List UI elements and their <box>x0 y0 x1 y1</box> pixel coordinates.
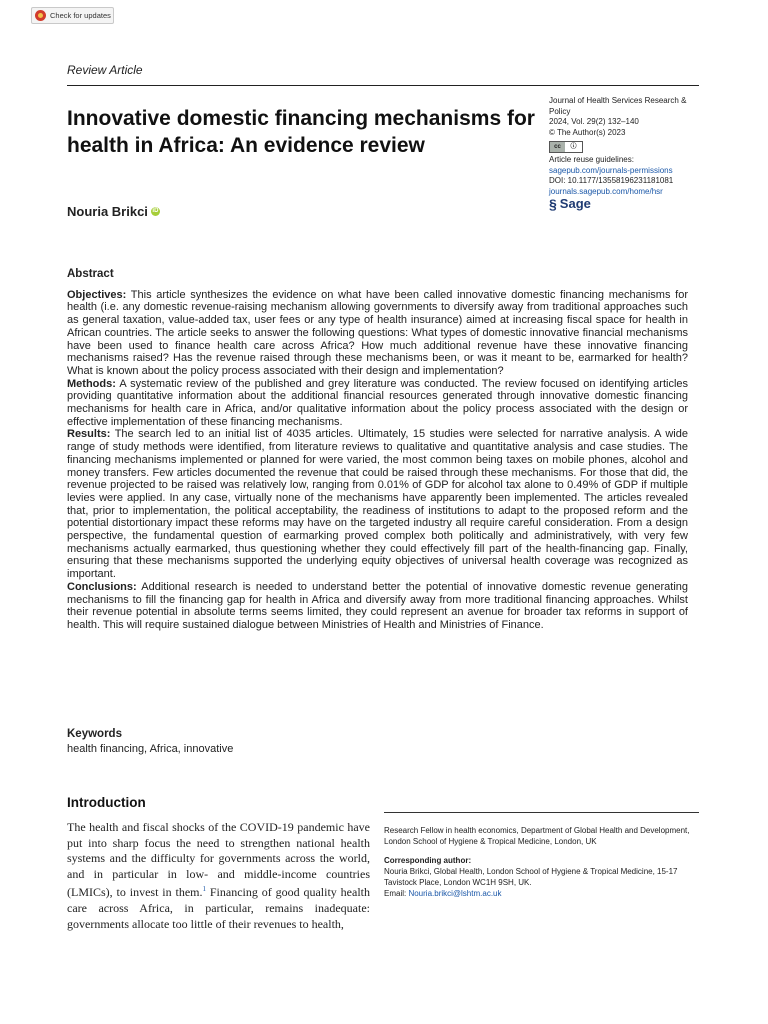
doi: DOI: 10.1177/13558196231181081 <box>549 176 674 185</box>
objectives-text: This article synthesizes the evidence on what have been called innovative domestic financing mechanisms for health (i.e. any domestic revenue-raising mechanism allowing governments to diversify away from traditional approaches such as general taxation, value-added tax, user fees or any type of health insurance) aimed at increasing fiscal space for health in African countries. The article seeks to answer the following questions: What types of domestic innovative financial mechanisms have been used to finance health care across Africa? How much additional revenue have these innovative financing mechanisms raised? Has the revenue raised through these mechanisms been, or was it meant to be, earmarked for health? What is known about the policy process associated with their design and implementation? <box>67 288 688 377</box>
crossmark-icon <box>35 10 46 21</box>
reuse-link[interactable]: sagepub.com/journals-permissions <box>549 165 673 175</box>
affiliation: Research Fellow in health economics, Department of Global Health and Development, London School of Hygiene & Tropical Medicine, London, UK <box>384 826 690 846</box>
email-line <box>384 888 694 899</box>
corresponding-address: Nouria Brikci, Global Health, London School of Hygiene & Tropical Medicine, 15-17 Tavistock Place, London WC1H 9SH, UK. <box>384 867 678 887</box>
check-for-updates-label: Check for updates <box>50 11 111 20</box>
keywords <box>67 727 233 756</box>
journal-issue: 2024, Vol. 29(2) 132–140 <box>549 117 639 126</box>
conclusions-label: Conclusions: <box>67 580 137 593</box>
reuse-label: Article reuse guidelines: <box>549 155 634 164</box>
email-link[interactable]: Nouria.brikci@lshtm.ac.uk <box>408 889 502 898</box>
abstract-methods <box>67 378 688 429</box>
results-text: The search led to an initial list of 4035 articles. Ultimately, 15 studies were selected for narrative analysis. A wide range of study methods were identified, from literature reviews to qualitative and quantitative analysis and case studies. The financing mechanisms implemented or planned for were varied, the most common being taxes on mobile phones, alcohol and money transfers. Few articles documented the revenue that could be raised through these mechanisms. For those that did, the revenue projected to be raised was relatively low, ranging from 0.01% of GDP for alcohol tax alone to 0.49% of GDP if multiple levies were applied. In any case, virtually none of the mechanisms have apparently been implemented. The articles revealed that, prior to implementation, the political acceptability, the readiness of institutions to adapt to the proposed reform and the potential distortionary impact these reforms may have on the targeted industry all require careful consideration. From a design perspective, the fundamental question of earmarking proved complex both politically and administratively, with very few mechanisms actually earmarked, thus questioning whether they could effectively fill part of the health-financing gap. Finally, ensuring that these mechanisms supported the underlying equity objectives of universal health coverage was recognized as important. <box>67 428 688 581</box>
cc-icon: cc <box>550 142 565 152</box>
journal-home-link[interactable]: journals.sagepub.com/home/hsr <box>549 186 663 196</box>
orcid-icon[interactable]: iD <box>152 208 159 214</box>
check-for-updates-badge[interactable] <box>31 7 114 24</box>
author-name: Nouria Brikci <box>67 204 148 219</box>
footnote-rule <box>384 812 699 813</box>
corresponding-label: Corresponding author: <box>384 856 472 865</box>
abstract-heading: Abstract <box>67 268 114 280</box>
cc-license-icon[interactable] <box>549 141 583 153</box>
by-icon: ⓘ <box>570 143 577 150</box>
sage-icon: § <box>549 196 557 212</box>
footnote <box>384 825 694 899</box>
journal-info <box>549 96 699 210</box>
article-type: Review Article <box>67 63 143 77</box>
copyright: © The Author(s) 2023 <box>549 127 626 137</box>
results-label: Results: <box>67 428 111 441</box>
abstract-results <box>67 428 688 580</box>
keywords-heading: Keywords <box>67 728 122 740</box>
intro-text-a: The health and fiscal shocks of the COVID-19 pandemic have put into sharp focus the need to strengthen national health systems and the difficulty for governments across the world, and in particular in low- and middle-income countries (LMICs), to invest in them. <box>67 820 370 900</box>
abstract <box>67 268 688 632</box>
author-line <box>67 204 160 219</box>
reference-link[interactable]: 1 <box>202 885 206 894</box>
sage-logo <box>549 196 699 212</box>
keywords-text: health financing, Africa, innovative <box>67 743 234 755</box>
article-title: Innovative domestic financing mechanisms for health in Africa: An evidence review <box>67 107 535 157</box>
objectives-label: Objectives: <box>67 288 127 301</box>
header-rule <box>67 85 699 86</box>
abstract-objectives <box>67 289 688 378</box>
journal-name: Journal of Health Services Research & Policy <box>549 96 687 116</box>
conclusions-text: Additional research is needed to understand better the potential of innovative domestic revenue generating mechanisms to fill the financing gap for health in Africa and diversify away from more traditional financing approaches. Whilst their revenue potential in absolute terms seems limited, they could represent an avenue for broader tax reforms in support of health. This will require sustained dialogue between Ministries of Health and Ministries of Finance. <box>67 580 688 631</box>
sage-wordmark: Sage <box>559 196 591 211</box>
introduction-text <box>67 820 370 932</box>
methods-label: Methods: <box>67 377 116 390</box>
intro-text-b: Financing of good quality health care across Africa, in particular, remains inadequate: governments allocate too little of their revenues to health, <box>67 885 370 931</box>
email-label: Email: <box>384 889 409 898</box>
abstract-conclusions <box>67 581 688 632</box>
introduction-heading: Introduction <box>67 795 146 810</box>
methods-text: A systematic review of the published and grey literature was conducted. The review focused on identifying articles providing quantitative information about the additional financial resources generated through innovative domestic financing mechanisms for health care in Africa, and/or qualitative information about the policy process associated with the design or effective implementation of these financing mechanisms. <box>67 377 688 428</box>
